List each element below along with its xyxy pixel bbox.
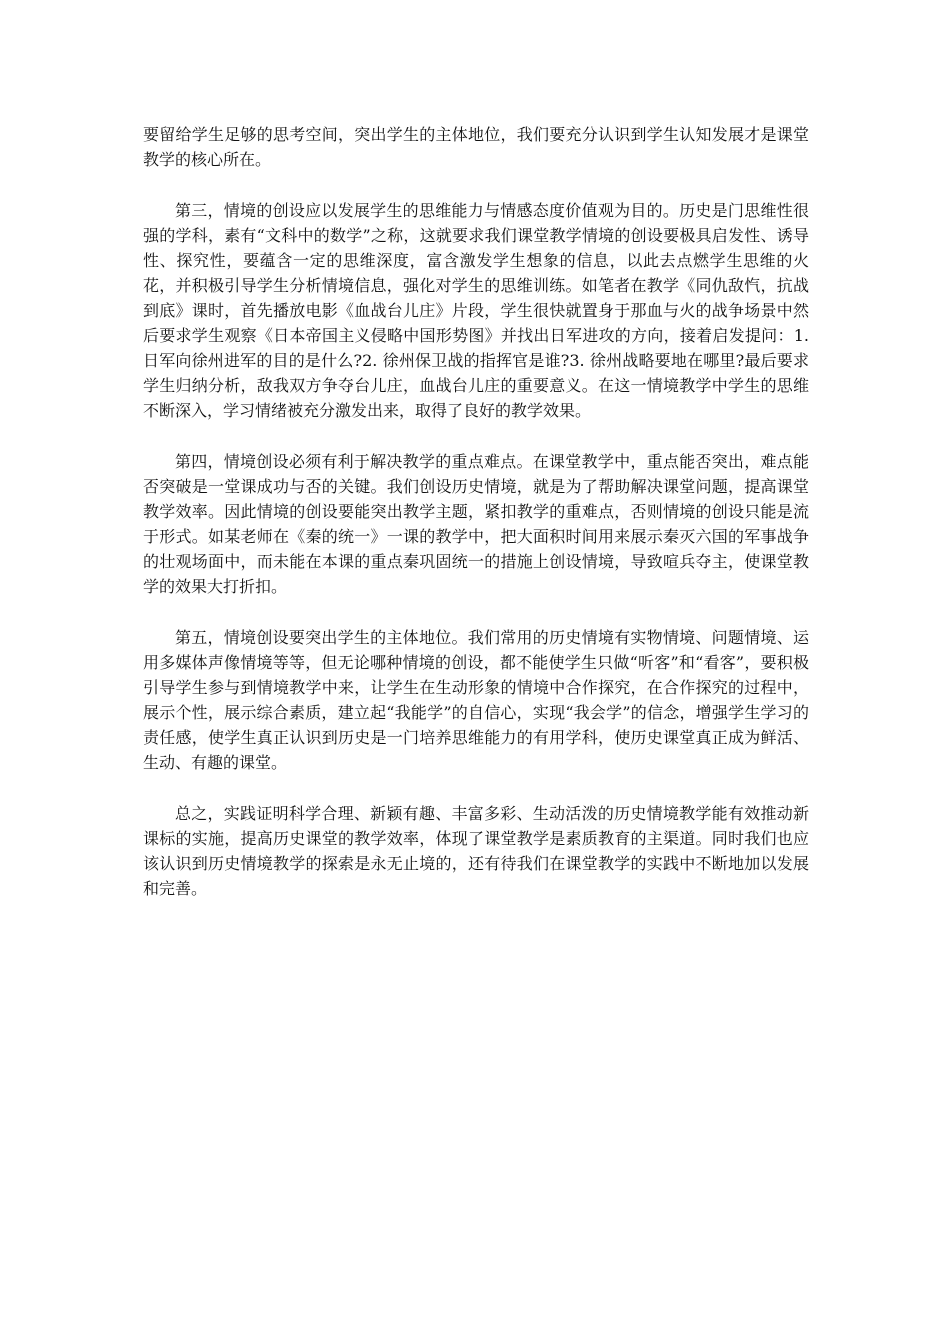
paragraph-fourth-point: 第四，情境创设必须有利于解决教学的重点难点。在课堂教学中，重点能否突出，难点能否突破是一堂课成功与否的关键。我们创设历史情境，就是为了帮助解决课堂问题，提高课堂教学效率。因此情境的创设要能突出教学主题，紧扣教学的重难点，否则情境的创设只能是流于形式。如某老师在《秦的统一》一课的教学中，把大面积时间用来展示秦灭六国的军事战争的壮观场面中，而未能在本课的重点秦巩固统一的措施上创设情境，导致喧兵夺主，使课堂教学的效果大打折扣。 — [143, 452, 809, 596]
document-body — [143, 122, 809, 927]
paragraph-fifth-point: 第五，情境创设要突出学生的主体地位。我们常用的历史情境有实物情境、问题情境、运用多媒体声像情境等等，但无论哪种情境的创设，都不能使学生只做“听客”和“看客”，要积极引导学生参与到情境教学中来，让学生在生动形象的情境中合作探究，在合作探究的过程中，展示个性，展示综合素质，建立起“我能学”的自信心，实现“我会学”的信念，增强学生学习的责任感，使学生真正认识到历史是一门培养思维能力的有用学科，使历史课堂真正成为鲜活、生动、有趣的课堂。 — [143, 628, 809, 772]
paragraph-continuation: 要留给学生足够的思考空间，突出学生的主体地位，我们要充分认识到学生认知发展才是课堂教学的核心所在。 — [143, 125, 809, 169]
paragraph-third-point: 第三，情境的创设应以发展学生的思维能力与情感态度价值观为目的。历史是门思维性很强的学科，素有“文科中的数学”之称，这就要求我们课堂教学情境的创设要极具启发性、诱导性、探究性，要蕴含一定的思维深度，富含激发学生想象的信息，以此去点燃学生思维的火花，并积极引导学生分析情境信息，强化对学生的思维训练。如笔者在教学《同仇敌忾，抗战到底》课时，首先播放电影《血战台儿庄》片段，学生很快就置身于那血与火的战争场景中然后要求学生观察《日本帝国主义侵略中国形势图》并找出日军进攻的方向，接着启发提问：1. 日军向徐州进军的目的是什么?2. 徐州保卫战的指挥官是谁?3. 徐州战略要地在哪里?最后要求学生归纳分析，敌我双方争夺台儿庄，血战台儿庄的重要意义。在这一情境教学中学生的思维不断深入，学习情绪被充分激发出来，取得了良好的教学效果。 — [143, 201, 809, 420]
paragraph-conclusion: 总之，实践证明科学合理、新颖有趣、丰富多彩、生动活泼的历史情境教学能有效推动新课标的实施，提高历史课堂的教学效率，体现了课堂教学是素质教育的主渠道。同时我们也应该认识到历史情境教学的探索是永无止境的，还有待我们在课堂教学的实践中不断地加以发展和完善。 — [143, 804, 809, 898]
